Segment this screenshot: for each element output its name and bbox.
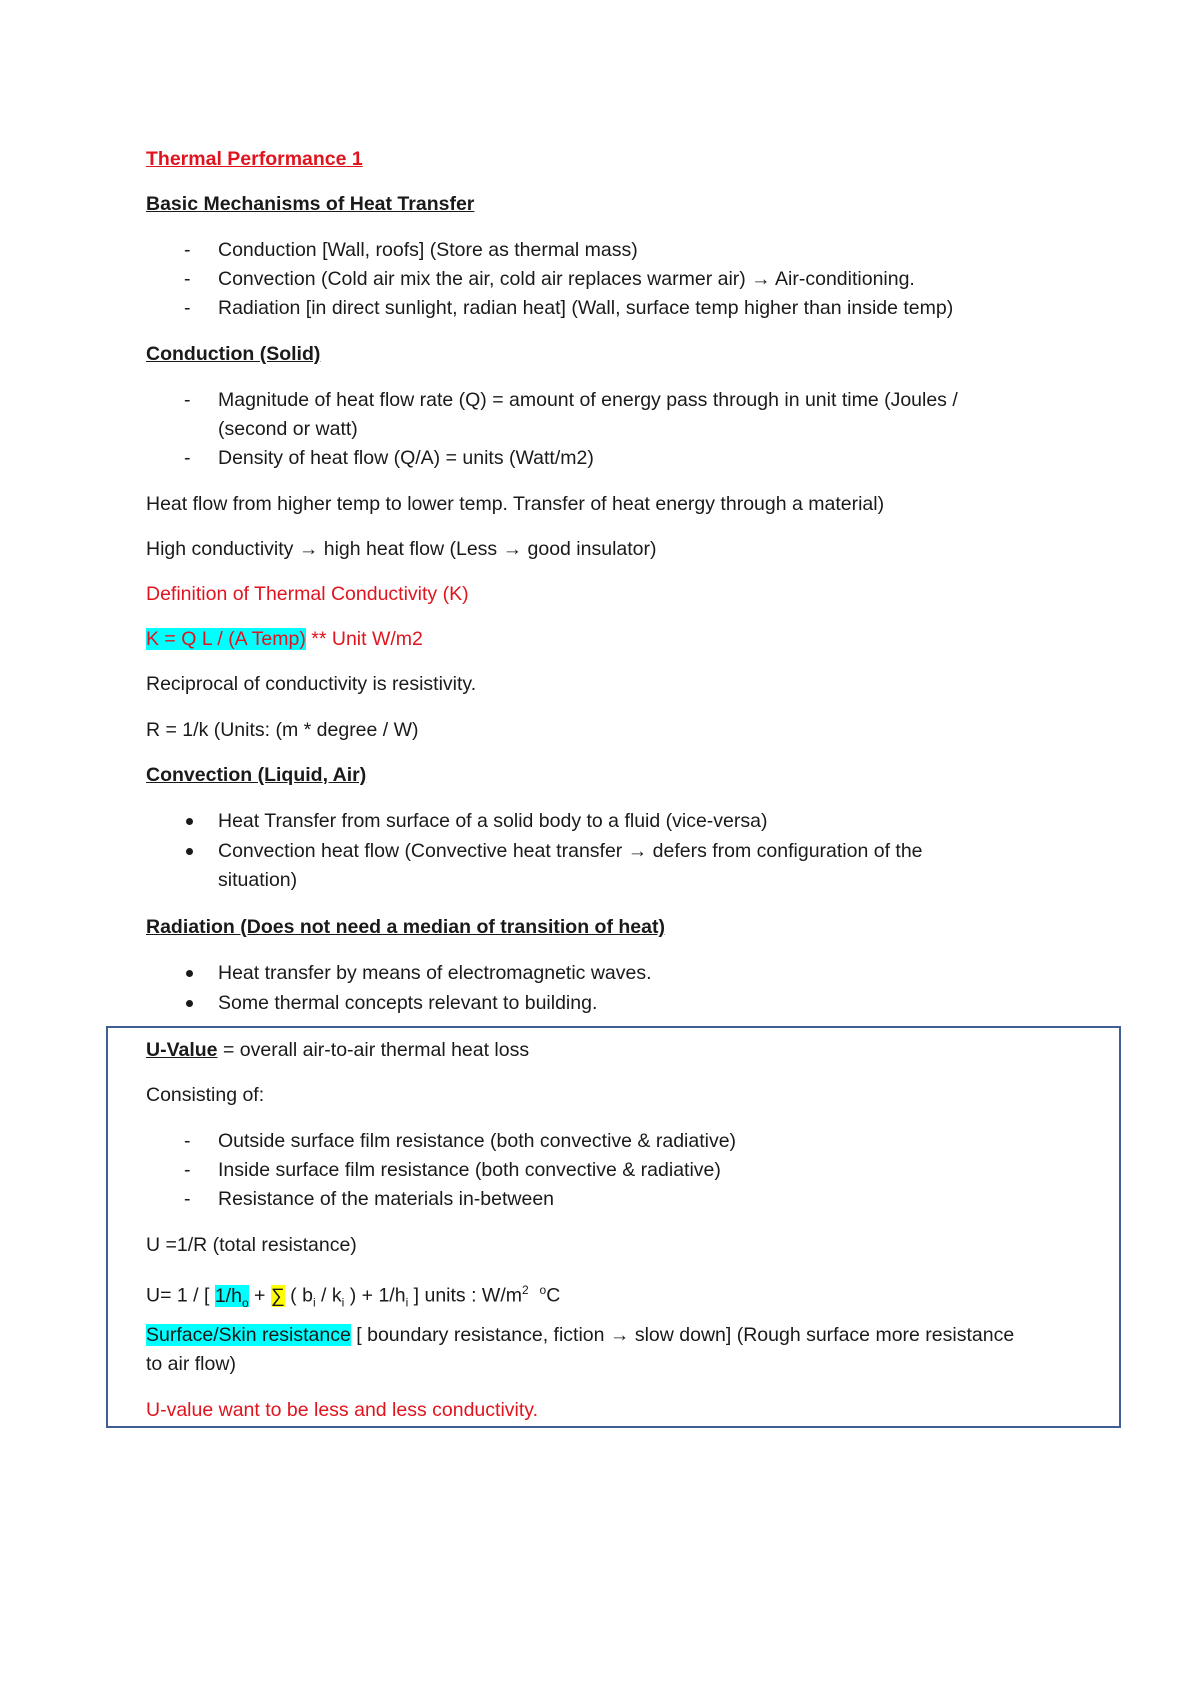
dash-marker: - xyxy=(184,1188,191,1210)
surface-text: [ boundary resistance, fiction → slow down] (Rough surface more resistance xyxy=(350,1324,1015,1346)
heading-conduction: Conduction (Solid) xyxy=(146,343,321,365)
paragraph: High conductivity → high heat flow (Less → good insulator) xyxy=(146,538,657,560)
formula-unit: ** Unit W/m2 xyxy=(305,628,423,650)
formula-part: + xyxy=(248,1284,271,1307)
formula-subscript: i xyxy=(312,1295,316,1310)
surface-term-highlight: Surface/Skin resistance xyxy=(146,1324,351,1346)
formula-subscript: o xyxy=(241,1295,249,1310)
list-item-continuation: situation) xyxy=(218,869,298,891)
dash-marker: - xyxy=(184,1130,191,1152)
u-value-term: U-Value xyxy=(146,1039,218,1061)
surface-resistance-continuation: to air flow) xyxy=(146,1353,236,1375)
bullet-marker xyxy=(186,818,193,825)
list-item-continuation: (second or watt) xyxy=(218,418,358,440)
formula-subscript: i xyxy=(341,1295,345,1310)
formula-part: ( b xyxy=(284,1284,313,1307)
heading-basic-mechanisms: Basic Mechanisms of Heat Transfer xyxy=(146,193,475,215)
paragraph: Consisting of: xyxy=(146,1084,265,1106)
definition-heading: Definition of Thermal Conductivity (K) xyxy=(146,583,469,605)
dash-marker: - xyxy=(184,447,191,469)
list-item: Heat transfer by means of electromagnetic waves. xyxy=(218,962,652,984)
conductivity-formula xyxy=(146,625,423,653)
surface-resistance-line xyxy=(146,1321,1014,1349)
list-item: Some thermal concepts relevant to building. xyxy=(218,992,598,1014)
formula-part: 1/h xyxy=(214,1284,242,1307)
list-item: Heat Transfer from surface of a solid body to a fluid (vice-versa) xyxy=(218,810,768,832)
list-item: Magnitude of heat flow rate (Q) = amount of energy pass through in unit time (Joules / xyxy=(218,389,958,411)
formula-superscript: o xyxy=(539,1283,547,1297)
formula-sigma-highlight: ∑ xyxy=(270,1284,285,1307)
u-value-conclusion: U-value want to be less and less conductivity. xyxy=(146,1399,538,1421)
u-value-definition xyxy=(146,1036,529,1064)
u-value-definition-text: = overall air-to-air thermal heat loss xyxy=(217,1039,530,1061)
dash-marker: - xyxy=(184,268,191,290)
formula-part: C xyxy=(546,1284,561,1307)
formula-part: ) + 1/h xyxy=(344,1284,406,1307)
formula-highlight: K = Q L / (A Temp) xyxy=(146,628,306,650)
list-item: Inside surface film resistance (both convective & radiative) xyxy=(218,1159,721,1181)
dash-marker: - xyxy=(184,297,191,319)
paragraph: U =1/R (total resistance) xyxy=(146,1234,357,1256)
bullet-marker xyxy=(186,970,193,977)
dash-marker: - xyxy=(184,389,191,411)
dash-marker: - xyxy=(184,1159,191,1181)
dash-marker: - xyxy=(184,239,191,261)
list-item: Resistance of the materials in-between xyxy=(218,1188,555,1210)
formula-part xyxy=(529,1285,540,1307)
list-item: Outside surface film resistance (both convective & radiative) xyxy=(218,1130,737,1152)
document-title: Thermal Performance 1 xyxy=(146,148,363,170)
u-value-formula xyxy=(146,1276,560,1316)
formula-part: U= 1 / [ xyxy=(146,1284,215,1307)
bullet-marker xyxy=(186,1000,193,1007)
heading-convection: Convection (Liquid, Air) xyxy=(146,764,367,786)
formula-part: / k xyxy=(315,1284,342,1307)
formula-part: ] units : W/m xyxy=(408,1284,522,1307)
formula-subscript: i xyxy=(405,1295,409,1310)
list-item: Radiation [in direct sunlight, radian heat] (Wall, surface temp higher than inside temp) xyxy=(218,297,954,319)
list-item: Conduction [Wall, roofs] (Store as thermal mass) xyxy=(218,239,638,261)
paragraph: Reciprocal of conductivity is resistivity. xyxy=(146,673,477,695)
bullet-marker xyxy=(186,848,193,855)
list-item: Density of heat flow (Q/A) = units (Watt/m2) xyxy=(218,447,594,469)
paragraph: R = 1/k (Units: (m * degree / W) xyxy=(146,719,419,741)
paragraph: Heat flow from higher temp to lower temp. Transfer of heat energy through a material) xyxy=(146,493,885,515)
formula-superscript: 2 xyxy=(522,1283,529,1297)
heading-radiation: Radiation (Does not need a median of transition of heat) xyxy=(146,916,665,938)
formula-ho-highlight xyxy=(214,1284,249,1310)
list-item: Convection heat flow (Convective heat transfer → defers from configuration of the xyxy=(218,840,923,862)
list-item: Convection (Cold air mix the air, cold air replaces warmer air) → Air-conditioning. xyxy=(218,268,915,290)
